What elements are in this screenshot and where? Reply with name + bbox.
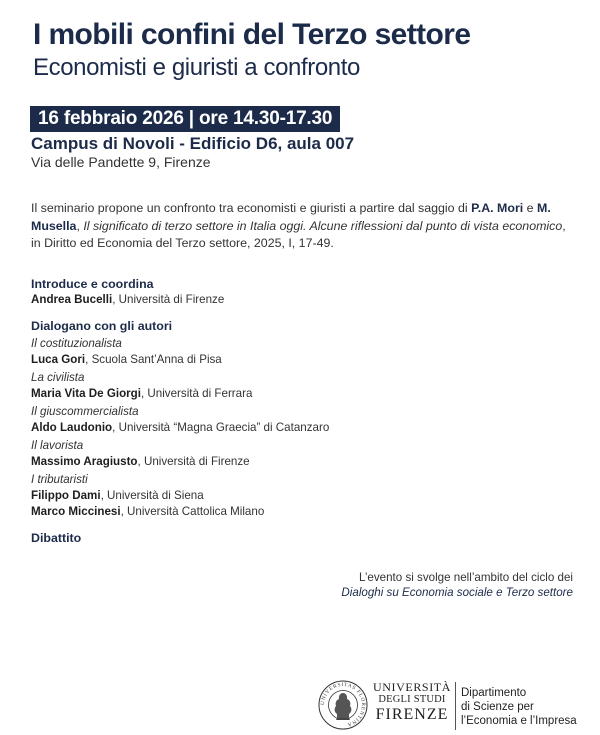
author-mori: P.A. Mori bbox=[471, 201, 524, 215]
intro-comma: , bbox=[76, 218, 84, 233]
speaker-name: Maria Vita De Giorgi bbox=[31, 387, 141, 400]
speaker-entry bbox=[31, 352, 571, 368]
uni-line-3: FIRENZE bbox=[375, 706, 449, 723]
speaker-name: Luca Gori bbox=[31, 353, 86, 366]
dept-line-3: l’Economia e l’Impresa bbox=[461, 715, 577, 727]
speaker-entry bbox=[31, 454, 571, 470]
speaker-role: I tributaristi bbox=[31, 473, 88, 486]
speaker-affiliation: , Università di Ferrara bbox=[140, 387, 253, 400]
intro-and: e bbox=[523, 201, 537, 215]
seal-text: UNIVERSITAS FLORENTINA bbox=[319, 681, 367, 728]
speaker-entry bbox=[31, 386, 571, 402]
moderator-name: Andrea Bucelli bbox=[31, 293, 113, 306]
dialogue-heading: Dialogano con gli autori bbox=[31, 319, 173, 333]
university-seal-icon bbox=[318, 680, 368, 730]
dept-line-2: di Scienze per bbox=[461, 701, 534, 713]
speaker-name: Massimo Aragiusto bbox=[31, 455, 138, 468]
speaker-affiliation: , Università Cattolica Milano bbox=[120, 505, 265, 518]
speaker-affiliation: , Università “Magna Graecia” di Catanzaro bbox=[112, 421, 330, 434]
speaker-role: Il giuscommercialista bbox=[31, 405, 139, 418]
intro-paragraph bbox=[31, 200, 576, 253]
page-subtitle: Economisti e giuristi a confronto bbox=[33, 54, 360, 81]
event-cycle-note bbox=[341, 570, 573, 600]
venue: Campus di Novoli - Edificio D6, aula 007 bbox=[31, 134, 355, 153]
dept-line-1: Dipartimento bbox=[461, 687, 527, 699]
speaker-name: Marco Miccinesi bbox=[31, 505, 121, 518]
cycle-line: L’evento si svolge nell’ambito del ciclo dei bbox=[359, 571, 573, 584]
department-name bbox=[461, 686, 577, 728]
author-musella: M. Musella bbox=[31, 201, 551, 233]
essay-title: Il significato di terzo settore in Italia oggi. Alcune riflessioni dal punto di vista economico bbox=[83, 218, 563, 233]
intro-text: Il seminario propone un confronto tra economisti e giuristi a partire dal saggio di bbox=[31, 201, 472, 215]
address: Via delle Pandette 9, Firenze bbox=[31, 154, 211, 170]
speaker-affiliation: , Scuola Sant’Anna di Pisa bbox=[85, 353, 222, 366]
speaker-entry bbox=[31, 488, 571, 504]
speaker-entry bbox=[31, 504, 571, 520]
uni-line-2: DEGLI STUDI bbox=[378, 694, 446, 705]
speaker-entry bbox=[31, 420, 571, 436]
debate-heading: Dibattito bbox=[31, 531, 82, 545]
program bbox=[31, 276, 571, 546]
speaker-affiliation: , Università di Siena bbox=[100, 489, 204, 502]
citation: , in Diritto ed Economia del Terzo settore, 2025, I, 17-49. bbox=[31, 218, 566, 250]
page-title: I mobili confini del Terzo settore bbox=[33, 18, 471, 51]
introduce-heading: Introduce e coordina bbox=[31, 277, 154, 291]
university-wordmark bbox=[373, 681, 451, 723]
speaker-name: Filippo Dami bbox=[31, 489, 101, 502]
speaker-role: Il costituzionalista bbox=[31, 337, 122, 350]
moderator bbox=[31, 292, 571, 308]
speaker-affiliation: , Università di Firenze bbox=[137, 455, 250, 468]
speaker-role: La civilista bbox=[31, 371, 85, 384]
speaker-role: Il lavorista bbox=[31, 439, 84, 452]
moderator-affiliation: , Università di Firenze bbox=[112, 293, 225, 306]
cycle-series: Dialoghi su Economia sociale e Terzo settore bbox=[341, 586, 573, 599]
date-time-banner: 16 febbraio 2026 | ore 14.30-17.30 bbox=[30, 106, 340, 132]
logo-divider bbox=[455, 682, 456, 730]
speaker-name: Aldo Laudonio bbox=[31, 421, 113, 434]
uni-line-1: UNIVERSITÀ bbox=[373, 680, 451, 694]
